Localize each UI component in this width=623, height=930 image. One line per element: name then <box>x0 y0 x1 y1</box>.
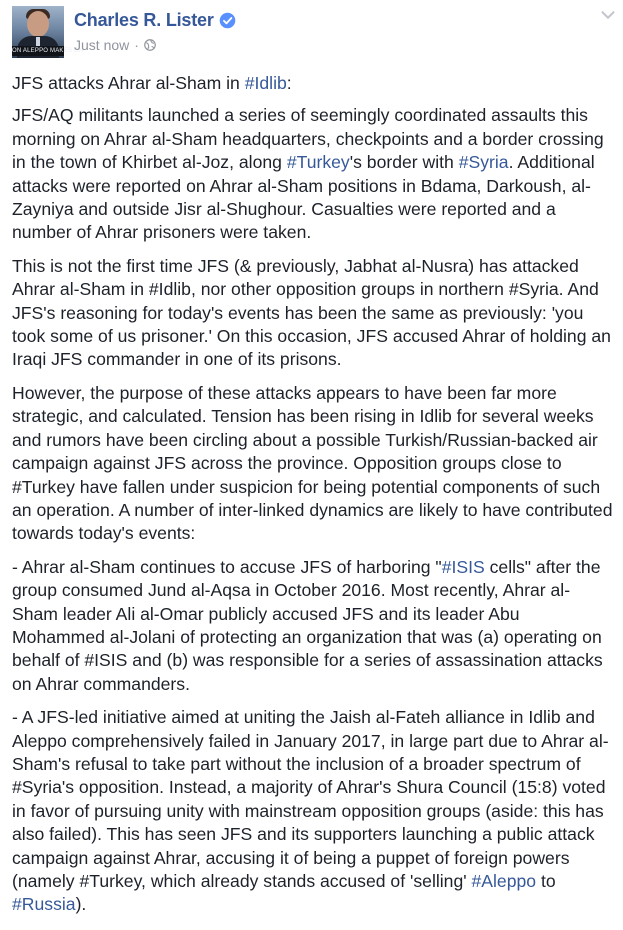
text: cells" after the group consumed Jund al-Aqsa in October 2016. Most recently, Ahrar al-Sham leader Ali al-Omar publicly accused JFS and its leader Abu Mohammed al-Jolani of protecting an organization that was (a) operating on behalf of #ISIS and (b) was responsible for a series of assassination attacks on Ahrar commanders. <box>12 556 603 694</box>
text: This is not the first time JFS (& previously, Jabhat al-Nusra) has attacked Ahrar al-Sham in #Idlib, nor other opposition groups in northern #Syria. And JFS's reasoning for today's events has been the same as previously: 'you took some of us prisoner.' On this occasion, JFS accused Ahrar of holding an Iraqi JFS commander in one of its prisons. <box>12 255 611 370</box>
avatar-face <box>27 11 49 37</box>
paragraph-4 <box>12 382 616 546</box>
author-name[interactable]: Charles R. Lister <box>74 10 214 30</box>
text: However, the purpose of these attacks appears to have been far more strategic, and calculated. Tension has been rising in Idlib for several weeks and rumors have been circling about a possible Turkish/Russian-backed air campaign against JFS across the province. Opposition groups close to #Turkey have fallen under suspicion for being potential components of such an operation. A number of inter-linked dynamics are likely to have contributed towards today's events: <box>12 382 613 544</box>
text: JFS/AQ militants launched a series of seemingly coordinated assaults this morning on Ahrar al-Sham headquarters, checkpoints and a border crossing in the town of Khirbet al-Joz, along <box>12 105 604 173</box>
globe-icon[interactable] <box>144 39 156 51</box>
paragraph-5 <box>12 556 616 696</box>
avatar-banner: ON ALEPPO MAKES GN <box>12 48 84 54</box>
avatar[interactable] <box>12 6 84 58</box>
hashtag-russia[interactable]: #Russia <box>12 894 76 915</box>
post-meta <box>74 37 156 53</box>
post-body <box>12 72 616 927</box>
paragraph-3 <box>12 255 616 372</box>
text: ). <box>75 894 87 915</box>
text: - A JFS-led initiative aimed at uniting the Jaish al-Fateh alliance in Idlib and Aleppo comprehensively failed in January 2017, in large part due to Ahrar al-Sham's refusal to take part without the inclusion of a broader spectrum of #Syria's opposition. Instead, a majority of Ahrar's Shura Council (15:8) voted in favor of pursuing unity with mainstream opposition groups (aside: this has also failed). This has seen JFS and its supporters launching a public attack campaign against Ahrar, accusing it of being a puppet of foreign powers (namely #Turkey, which already stands accused of 'selling' <box>12 707 609 891</box>
paragraph-2 <box>12 104 616 244</box>
paragraph-1 <box>12 72 616 95</box>
post-header <box>12 6 612 58</box>
text: to <box>536 871 556 891</box>
verified-badge-icon <box>219 12 236 29</box>
text: . Additional attacks were reported on Ahrar al-Sham positions in Bdama, Darkoush, al-Zayniya and outside Jisr al-Shughour. Casualties were reported and a number of Ahrar prisoners were taken. <box>12 152 595 243</box>
post-timestamp[interactable]: Just now <box>74 37 130 53</box>
chevron-down-icon[interactable] <box>597 4 619 26</box>
paragraph-6 <box>12 706 616 917</box>
hashtag-aleppo[interactable]: #Aleppo <box>471 871 537 891</box>
hashtag-idlib[interactable]: #Idlib <box>244 73 287 93</box>
hashtag-turkey[interactable]: #Turkey <box>286 152 350 173</box>
text: JFS attacks Ahrar al-Sham in <box>12 73 245 93</box>
meta-separator: · <box>134 37 139 53</box>
author-row <box>74 10 236 31</box>
text: 's border with <box>349 152 459 173</box>
text: - Ahrar al-Sham continues to accuse JFS of harboring " <box>12 556 442 577</box>
hashtag-syria[interactable]: #Syria <box>458 152 509 173</box>
text: : <box>286 73 292 93</box>
hashtag-isis[interactable]: #ISIS <box>441 556 485 577</box>
